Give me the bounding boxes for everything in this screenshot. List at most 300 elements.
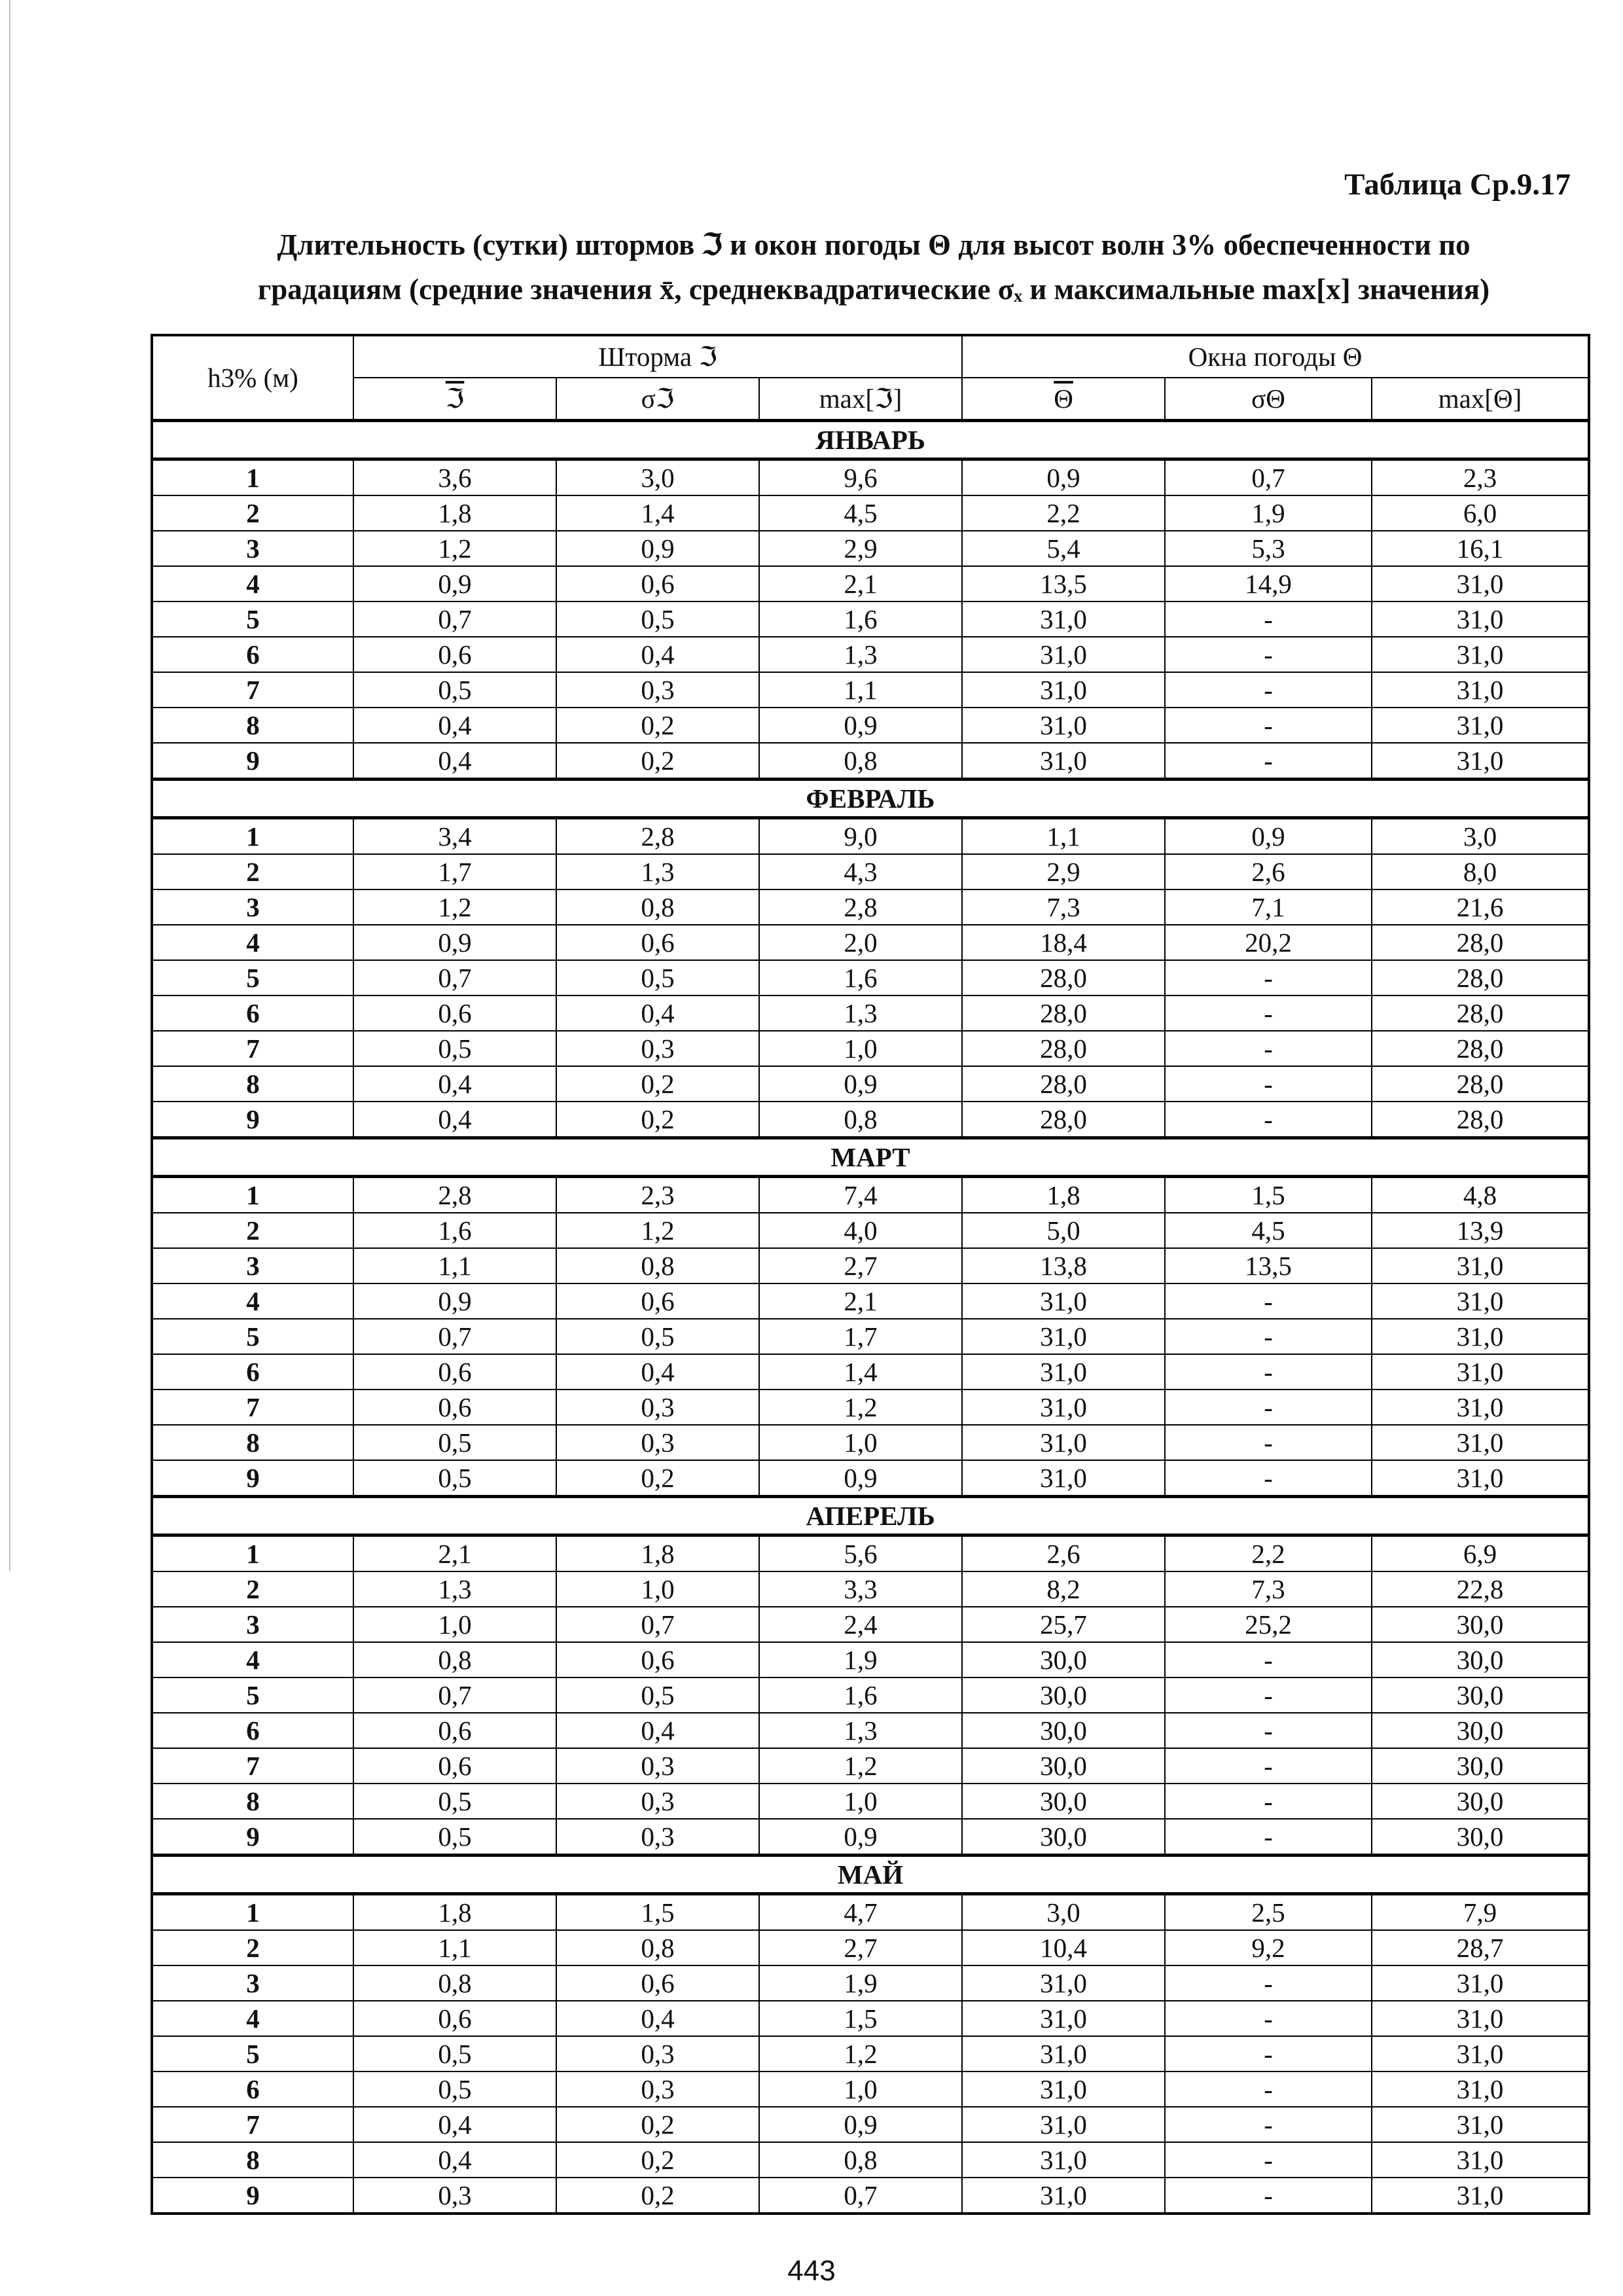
table-cell: 0,2 [556,2107,759,2142]
table-cell: 1,5 [1165,1177,1372,1213]
table-row [152,1571,1589,1607]
table-cell: 0,4 [353,2107,556,2142]
wave-height-grade-cell: 7 [152,2107,353,2142]
table-cell: 1,2 [759,1748,962,1784]
table-cell: - [1165,1031,1372,1066]
table-cell: 31,0 [962,2178,1165,2214]
table-cell: 0,6 [353,2001,556,2036]
table-cell: 0,2 [556,1066,759,1102]
table-row [152,1213,1589,1248]
table-cell: 0,6 [556,1642,759,1677]
table-cell: 0,4 [556,637,759,672]
table-cell: 0,3 [556,1784,759,1819]
table-row [152,889,1589,925]
table-cell: 2,2 [962,495,1165,531]
table-cell: 1,7 [353,854,556,889]
table-cell: 2,8 [759,889,962,925]
table-cell: 31,0 [962,2142,1165,2178]
table-cell: 31,0 [1372,1283,1589,1319]
table-cell: - [1165,996,1372,1031]
table-cell: 7,4 [759,1177,962,1213]
table-cell: 5,4 [962,531,1165,566]
table-cell: 2,7 [759,1248,962,1283]
wave-height-grade-cell: 6 [152,2072,353,2107]
table-cell: 2,2 [1165,1535,1372,1572]
table-cell: 31,0 [1372,1460,1589,1497]
table-cell: 7,3 [1165,1571,1372,1607]
wave-height-grade-cell: 5 [152,601,353,637]
wave-height-grade-cell: 1 [152,818,353,855]
table-cell: 2,6 [962,1535,1165,1572]
table-cell: - [1165,1390,1372,1425]
table-cell: 31,0 [962,1390,1165,1425]
table-cell: 4,0 [759,1213,962,1248]
table-row [152,495,1589,531]
wave-height-grade-cell: 2 [152,1213,353,1248]
table-cell: - [1165,1102,1372,1138]
table-row [152,925,1589,960]
month-header-row [152,1856,1589,1894]
table-cell: 30,0 [962,1713,1165,1748]
table-cell: 31,0 [962,601,1165,637]
month-name: МАРТ [152,1138,1589,1177]
table-cell: 0,5 [353,672,556,708]
table-cell: 0,8 [353,1965,556,2001]
table-cell: - [1165,2142,1372,2178]
col-header-window-mean: $\overline{\Theta}$ [962,378,1165,421]
month-header-row [152,780,1589,818]
table-cell: 5,6 [759,1535,962,1572]
table-row [152,1784,1589,1819]
table-cell: 0,5 [353,1819,556,1856]
table-row [152,601,1589,637]
table-cell: 30,0 [962,1642,1165,1677]
table-cell: 2,8 [353,1177,556,1213]
table-body [152,421,1589,2214]
table-cell: 0,6 [556,1283,759,1319]
table-cell: 3,0 [556,459,759,496]
table-row [152,1642,1589,1677]
table-cell: 31,0 [962,1354,1165,1390]
table-cell: 0,9 [556,531,759,566]
table-cell: 0,6 [353,1354,556,1390]
table-cell: 0,4 [353,743,556,780]
table-row [152,637,1589,672]
table-cell: 0,4 [353,1066,556,1102]
table-cell: - [1165,708,1372,743]
table-cell: 4,5 [1165,1213,1372,1248]
table-cell: 3,3 [759,1571,962,1607]
table-cell: 18,4 [962,925,1165,960]
scan-edge-line [9,0,10,1571]
month-name: ФЕВРАЛЬ [152,780,1589,818]
table-row [152,1965,1589,2001]
table-cell: 0,8 [759,1102,962,1138]
table-cell: 0,2 [556,2178,759,2214]
table-cell: - [1165,672,1372,708]
table-cell: 31,0 [962,672,1165,708]
table-cell: 1,0 [759,1784,962,1819]
table-cell: 3,6 [353,459,556,496]
table-cell: 0,7 [353,1319,556,1354]
table-cell: 21,6 [1372,889,1589,925]
table-cell: 1,6 [759,1677,962,1713]
table-cell: 3,0 [962,1894,1165,1931]
table-cell: 1,6 [353,1213,556,1248]
table-cell: 31,0 [1372,2072,1589,2107]
table-cell: 0,6 [556,566,759,601]
table-cell: 8,0 [1372,854,1589,889]
table-cell: 0,4 [556,2001,759,2036]
table-cell: 0,7 [1165,459,1372,496]
table-cell: 1,2 [556,1213,759,1248]
table-cell: 31,0 [962,1425,1165,1460]
table-cell: 28,0 [1372,1102,1589,1138]
table-cell: 0,2 [556,1460,759,1497]
table-cell: 31,0 [962,2036,1165,2072]
table-cell: 0,4 [556,996,759,1031]
table-cell: 31,0 [962,708,1165,743]
table-cell: 30,0 [1372,1748,1589,1784]
table-cell: 0,5 [353,2036,556,2072]
col-header-window-max: max[Θ] [1372,378,1589,421]
table-cell: 0,6 [556,925,759,960]
table-cell: 0,7 [759,2178,962,2214]
table-cell: 7,1 [1165,889,1372,925]
wave-height-grade-cell: 3 [152,1965,353,2001]
table-row [152,1607,1589,1642]
wave-height-grade-cell: 4 [152,2001,353,2036]
table-cell: 0,9 [353,566,556,601]
wave-height-grade-cell: 1 [152,1177,353,1213]
table-cell: - [1165,1819,1372,1856]
table-cell: 1,2 [353,531,556,566]
table-cell: 0,3 [556,1819,759,1856]
wave-height-grade-cell: 2 [152,1930,353,1965]
table-row [152,2072,1589,2107]
table-row [152,531,1589,566]
table-cell: 9,6 [759,459,962,496]
wave-height-grade-cell: 8 [152,1784,353,1819]
table-cell: 31,0 [1372,708,1589,743]
month-name: ЯНВАРЬ [152,421,1589,459]
table-cell: - [1165,1319,1372,1354]
table-row [152,996,1589,1031]
table-cell: 0,4 [353,2142,556,2178]
table-cell: 31,0 [962,1965,1165,2001]
table-cell: 1,4 [759,1354,962,1390]
month-header-row [152,421,1589,459]
table-cell: 0,3 [556,1031,759,1066]
table-cell: - [1165,2178,1372,2214]
table-cell: 2,0 [759,925,962,960]
table-cell: 1,1 [353,1930,556,1965]
table-cell: - [1165,637,1372,672]
table-cell: 14,9 [1165,566,1372,601]
table-cell: 1,9 [759,1965,962,2001]
table-cell: 1,5 [556,1894,759,1931]
table-cell: 25,2 [1165,1607,1372,1642]
table-cell: - [1165,1642,1372,1677]
table-cell: 31,0 [1372,743,1589,780]
table-row [152,1894,1589,1931]
table-cell: 1,0 [759,1031,962,1066]
table-cell: 31,0 [1372,1965,1589,2001]
table-row [152,2001,1589,2036]
table-cell: 0,5 [353,1031,556,1066]
table-cell: 28,0 [962,1066,1165,1102]
table-cell: 28,0 [962,1031,1165,1066]
wave-height-grade-cell: 6 [152,637,353,672]
table-cell: 31,0 [1372,2036,1589,2072]
table-cell: 1,1 [353,1248,556,1283]
caption-line-2: градациям (средние значения x̄, среднеквадратические σₓ и максимальные max[x] значения) [257,273,1490,306]
table-cell: 1,2 [353,889,556,925]
wave-height-grade-cell: 7 [152,1031,353,1066]
table-cell: 31,0 [1372,672,1589,708]
table-cell: 0,3 [556,672,759,708]
wave-height-grade-cell: 1 [152,1894,353,1931]
table-cell: 0,5 [556,1319,759,1354]
table-cell: - [1165,743,1372,780]
wave-height-grade-cell: 7 [152,1390,353,1425]
table-cell: 0,9 [1165,818,1372,855]
wave-height-grade-cell: 4 [152,1283,353,1319]
table-cell: 0,3 [556,1390,759,1425]
table-cell: 20,2 [1165,925,1372,960]
table-cell: 1,4 [556,495,759,531]
table-cell: 1,2 [759,1390,962,1425]
table-row [152,1390,1589,1425]
table-row [152,818,1589,855]
table-row [152,1354,1589,1390]
table-row [152,1748,1589,1784]
month-name: АПЕРЕЛЬ [152,1497,1589,1535]
table-caption [151,223,1597,312]
table-cell: 0,3 [556,1748,759,1784]
table-row [152,1248,1589,1283]
table-cell: 0,9 [759,2107,962,2142]
table-cell: 16,1 [1372,531,1589,566]
table-cell: 31,0 [962,1283,1165,1319]
table-cell: 0,6 [353,637,556,672]
table-label: Таблица Ср.9.17 [1344,168,1571,202]
wave-height-grade-cell: 3 [152,1607,353,1642]
table-cell: 1,3 [556,854,759,889]
table-cell: 0,3 [353,2178,556,2214]
table-cell: - [1165,1354,1372,1390]
table-row [152,1425,1589,1460]
table-cell: 31,0 [962,2001,1165,2036]
table-cell: 0,4 [556,1354,759,1390]
windows-group-header: Окна погоды Θ [962,335,1589,378]
wave-height-grade-cell: 9 [152,743,353,780]
table-cell: 31,0 [1372,2142,1589,2178]
wave-height-grade-cell: 9 [152,1102,353,1138]
table-cell: 1,6 [759,960,962,996]
wave-height-grade-cell: 4 [152,925,353,960]
table-cell: 25,7 [962,1607,1165,1642]
table-cell: 0,8 [759,2142,962,2178]
wave-height-grade-cell: 3 [152,531,353,566]
table-cell: 13,5 [1165,1248,1372,1283]
table-cell: 2,4 [759,1607,962,1642]
table-row [152,708,1589,743]
caption-line-1: Длительность (сутки) штормов ℑ и окон погоды Θ для высот волн 3% обеспеченности по [277,228,1471,261]
wave-height-grade-cell: 9 [152,2178,353,2214]
wave-height-grade-cell: 9 [152,1819,353,1856]
table-cell: 0,5 [353,1425,556,1460]
table-cell: 1,8 [353,495,556,531]
table-cell: - [1165,960,1372,996]
wave-height-grade-cell: 1 [152,459,353,496]
table-cell: 30,0 [1372,1713,1589,1748]
table-row [152,2107,1589,2142]
table-row [152,1102,1589,1138]
table-cell: 0,8 [556,889,759,925]
table-cell: 30,0 [962,1819,1165,1856]
page-number: 443 [787,2255,836,2287]
table-cell: 28,0 [1372,925,1589,960]
table-cell: - [1165,2072,1372,2107]
table-cell: 2,7 [759,1930,962,1965]
table-cell: 0,9 [759,1819,962,1856]
wave-height-grade-cell: 5 [152,1677,353,1713]
table-row [152,1713,1589,1748]
wave-height-grade-cell: 2 [152,495,353,531]
table-cell: 5,0 [962,1213,1165,1248]
table-row [152,1066,1589,1102]
table-cell: 0,2 [556,1102,759,1138]
table-cell: - [1165,2001,1372,2036]
table-cell: 1,0 [759,2072,962,2107]
table-cell: 28,0 [1372,960,1589,996]
table-cell: - [1165,1283,1372,1319]
table-cell: 31,0 [962,2107,1165,2142]
table-cell: 31,0 [1372,1425,1589,1460]
table-cell: - [1165,1425,1372,1460]
table-cell: 0,7 [556,1607,759,1642]
table-cell: 28,0 [962,1102,1165,1138]
table-cell: 31,0 [1372,566,1589,601]
table-cell: 13,5 [962,566,1165,601]
table-cell: 30,0 [1372,1607,1589,1642]
table-cell: 1,3 [759,996,962,1031]
table-cell: 1,3 [759,1713,962,1748]
table-cell: 1,9 [1165,495,1372,531]
col-header-storm-max: max[ℑ] [759,378,962,421]
table-cell: 31,0 [1372,2107,1589,2142]
table-cell: 0,9 [759,1066,962,1102]
table-cell: 0,8 [759,743,962,780]
table-cell: 30,0 [1372,1784,1589,1819]
table-cell: 5,3 [1165,531,1372,566]
col-header-window-sigma: σΘ [1165,378,1372,421]
table-row [152,1319,1589,1354]
wave-height-grade-cell: 5 [152,960,353,996]
wave-height-grade-cell: 6 [152,1713,353,1748]
table-cell: 8,2 [962,1571,1165,1607]
table-cell: 0,5 [556,960,759,996]
table-cell: 3,4 [353,818,556,855]
table-cell: 0,5 [556,601,759,637]
table-cell: 0,9 [962,459,1165,496]
table-cell: 0,5 [353,1460,556,1497]
table-cell: - [1165,1677,1372,1713]
row-label-header: h3% (м) [152,335,353,421]
table-cell: 0,8 [556,1248,759,1283]
table-row [152,1819,1589,1856]
table-cell: 10,4 [962,1930,1165,1965]
table-cell: 31,0 [1372,1248,1589,1283]
durations-table [151,334,1590,2215]
wave-height-grade-cell: 8 [152,708,353,743]
table-cell: 0,6 [556,1965,759,2001]
table-cell: 13,8 [962,1248,1165,1283]
table-cell: 1,7 [759,1319,962,1354]
table-cell: 0,5 [556,1677,759,1713]
table-row [152,1930,1589,1965]
table-cell: 4,7 [759,1894,962,1931]
table-cell: 31,0 [962,743,1165,780]
table-cell: 1,2 [759,2036,962,2072]
table-cell: 4,5 [759,495,962,531]
table-row [152,2142,1589,2178]
table-cell: 4,8 [1372,1177,1589,1213]
table-cell: 4,3 [759,854,962,889]
table-cell: 2,1 [759,1283,962,1319]
wave-height-grade-cell: 1 [152,1535,353,1572]
table-cell: 1,8 [353,1894,556,1931]
table-row [152,2178,1589,2214]
table-cell: 2,8 [556,818,759,855]
table-cell: 0,9 [353,925,556,960]
table-cell: 7,3 [962,889,1165,925]
table-cell: 31,0 [1372,1390,1589,1425]
table-row [152,566,1589,601]
wave-height-grade-cell: 8 [152,2142,353,2178]
table-cell: 31,0 [1372,2001,1589,2036]
table-row [152,1677,1589,1713]
table-cell: 0,6 [353,1390,556,1425]
wave-height-grade-cell: 5 [152,1319,353,1354]
table-cell: 0,4 [353,1102,556,1138]
table-cell: 0,8 [556,1930,759,1965]
table-cell: 28,7 [1372,1930,1589,1965]
col-header-storm-mean: ℑ [353,378,556,421]
table-row [152,459,1589,496]
wave-height-grade-cell: 2 [152,1571,353,1607]
table-cell: 1,8 [962,1177,1165,1213]
table-cell: 1,3 [353,1571,556,1607]
table-cell: 2,1 [353,1535,556,1572]
table-row [152,1031,1589,1066]
table-cell: 30,0 [962,1748,1165,1784]
table-row [152,1460,1589,1497]
table-row [152,854,1589,889]
table-cell: 7,9 [1372,1894,1589,1931]
table-cell: 31,0 [1372,2178,1589,2214]
table-row [152,1177,1589,1213]
table-cell: 3,0 [1372,818,1589,855]
wave-height-grade-cell: 8 [152,1425,353,1460]
month-header-row [152,1138,1589,1177]
wave-height-grade-cell: 6 [152,1354,353,1390]
table-cell: 0,7 [353,1677,556,1713]
table-cell: - [1165,601,1372,637]
table-cell: 0,6 [353,996,556,1031]
table-cell: 2,3 [1372,459,1589,496]
